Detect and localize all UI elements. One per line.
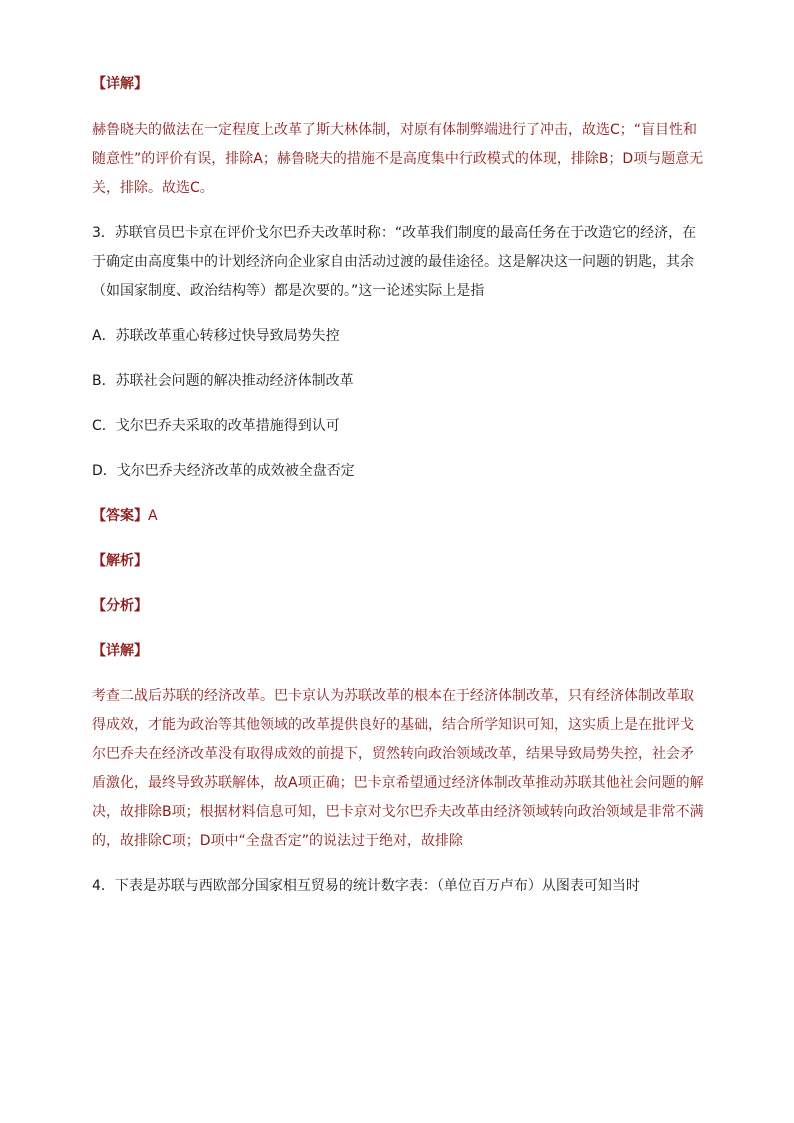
answer-line	[92, 502, 704, 531]
analysis-label: 【解析】	[92, 553, 148, 569]
fenxi-label: 【分析】	[92, 598, 148, 614]
detail-label: 【详解】	[92, 76, 148, 92]
option-d: D．戈尔巴乔夫经济改革的成效被全盘否定	[92, 463, 355, 479]
question-3-stem: 3．苏联官员巴卡京在评价戈尔巴乔夫改革时称：“改革我们制度的最高任务在于改造它的经济，在于确定由高度集中的计划经济向企业家自由活动过渡的最佳途径。这是解决这一问题的钥匙，其余（如国家制度、政治结构等）都是次要的。”这一论述实际上是指	[92, 225, 697, 299]
detail-text-2: 考查二战后苏联的经济改革。巴卡京认为苏联改革的根本在于经济体制改革，只有经济体制改革取得成效，才能为政治等其他领域的改革提供良好的基础，结合所学知识可知，这实质上是在批评戈尔巴乔夫在经济改革没有取得成效的前提下，贸然转向政治领域改革，结果导致局势失控，社会矛盾激化，最终导致苏联解体，故A项正确；巴卡京希望通过经济体制改革推动苏联其他社会问题的解决，故排除B项；根据材料信息可知，巴卡京对戈尔巴乔夫改革由经济领域转向政治领域是非常不满的，故排除C项；D项中“全盘否定”的说法过于绝对，故排除	[92, 688, 704, 849]
option-b: B．苏联社会问题的解决推动经济体制改革	[92, 373, 354, 389]
option-a: A．苏联改革重心转移过快导致局势失控	[92, 328, 340, 344]
question-4-stem: 4．下表是苏联与西欧部分国家相互贸易的统计数字表：（单位百万卢布）从图表可知当时	[92, 878, 640, 894]
answer-label: 【答案】	[92, 508, 148, 524]
detail-label-2: 【详解】	[92, 643, 148, 659]
document-page	[92, 70, 704, 901]
detail-text: 赫鲁晓夫的做法在一定程度上改革了斯大林体制，对原有体制弊端进行了冲击，故选C；“盲目性和随意性”的评价有误，排除A；赫鲁晓夫的措施不是高度集中行政模式的体现，排除B；D项与题意无关，排除。故选C。	[92, 122, 704, 196]
option-c: C．戈尔巴乔夫采取的改革措施得到认可	[92, 418, 340, 434]
answer-value: A	[148, 508, 158, 524]
